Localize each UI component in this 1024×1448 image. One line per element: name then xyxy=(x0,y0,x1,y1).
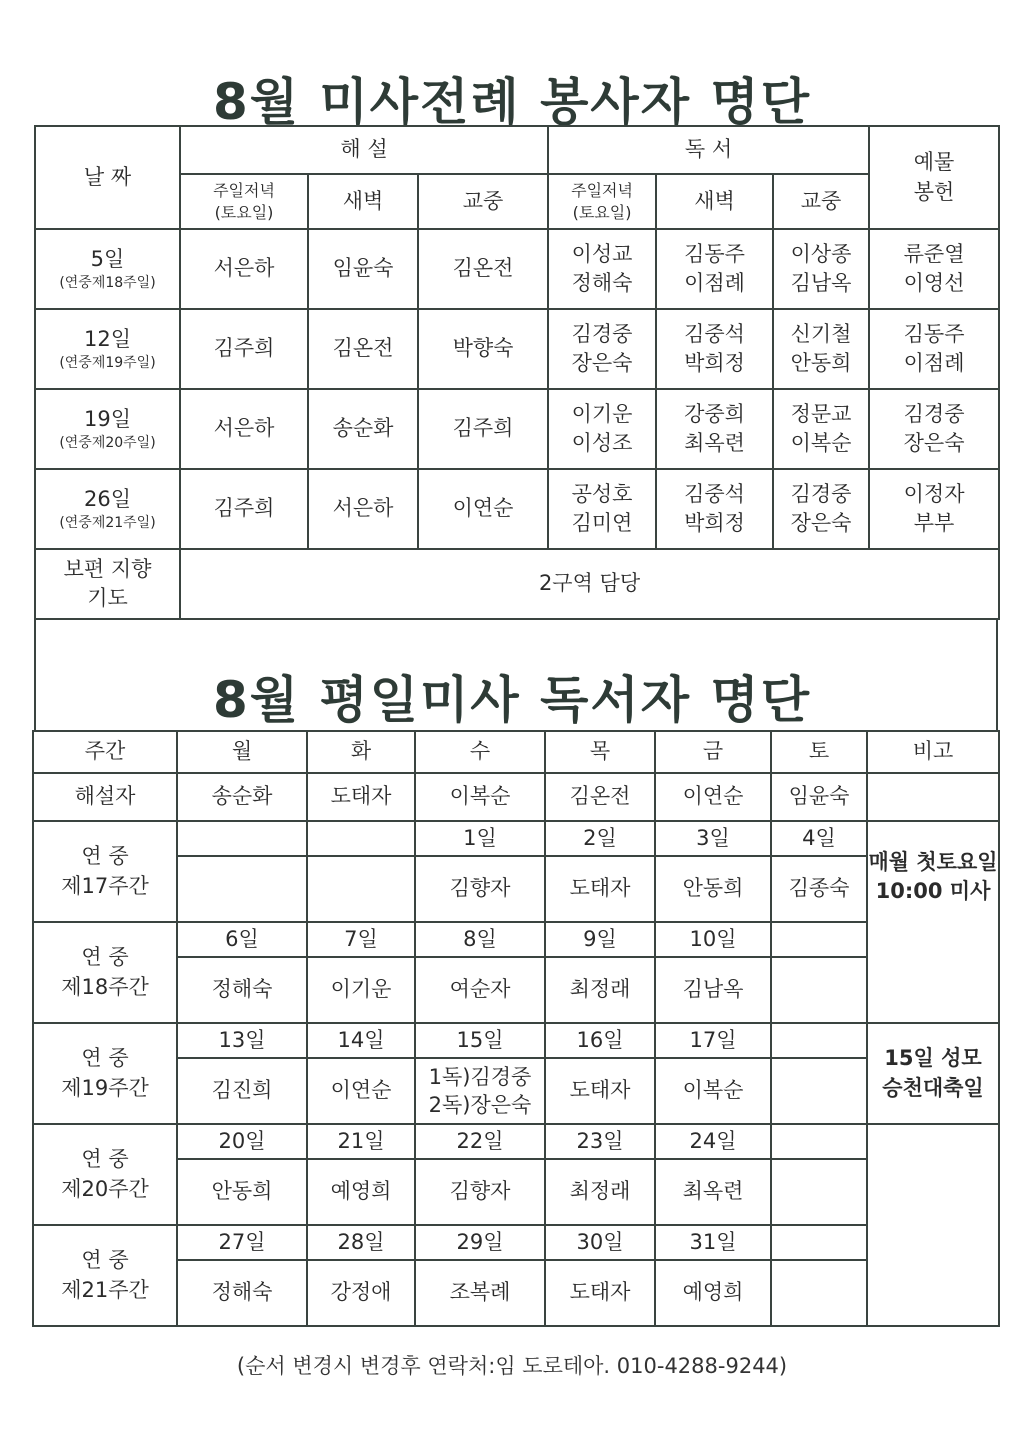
reader-cell: 도태자 xyxy=(545,856,655,922)
reader-row xyxy=(33,957,999,1023)
weekday-reader-table xyxy=(32,730,1000,1327)
date-cell: 29일 xyxy=(415,1225,545,1260)
date-day: 12일 xyxy=(83,326,131,351)
reader-cell: 김향자 xyxy=(415,1159,545,1225)
reader-cell: 정해숙 xyxy=(177,1260,307,1326)
reader-cell: 이복순 xyxy=(655,1058,771,1124)
reader-cell: 1독)김경중 2독)장은숙 xyxy=(415,1058,545,1124)
prayer-label: 보편 지향 기도 xyxy=(35,549,180,619)
reader-cell xyxy=(177,856,307,922)
week-label: 연 중 제18주간 xyxy=(33,922,177,1023)
date-cell: 6일 xyxy=(177,922,307,957)
cell: 서은하 xyxy=(180,389,308,469)
date-row xyxy=(33,1225,999,1260)
header-commentary-school: 교중 xyxy=(418,174,548,229)
cell: 김경중 장은숙 xyxy=(773,469,869,549)
date-cell: 7일 xyxy=(307,922,415,957)
date-cell xyxy=(177,821,307,856)
reader-cell: 안동희 xyxy=(177,1159,307,1225)
date-cell: 8일 xyxy=(415,922,545,957)
week-label: 연 중 제17주간 xyxy=(33,821,177,922)
date-cell: 2일 xyxy=(545,821,655,856)
cell: 김온전 xyxy=(418,229,548,309)
liturgy-schedule-table xyxy=(34,125,1000,620)
cell: 김중석 박희정 xyxy=(656,309,773,389)
page-title: 8월 미사전례 봉사자 명단 xyxy=(212,73,811,131)
reader-cell xyxy=(771,1260,867,1326)
header-commentary: 해 설 xyxy=(180,126,548,174)
header-wed: 수 xyxy=(415,731,545,773)
reader-cell xyxy=(771,957,867,1023)
reader-cell: 정해숙 xyxy=(177,957,307,1023)
prayer-value: 2구역 담당 xyxy=(180,549,999,619)
cell: 김주희 xyxy=(418,389,548,469)
cell: 정문교 이복순 xyxy=(773,389,869,469)
prayer-row xyxy=(35,549,999,619)
date-cell: 30일 xyxy=(545,1225,655,1260)
cell: 류준열 이영선 xyxy=(869,229,999,309)
date-cell: 22일 xyxy=(415,1124,545,1159)
reader-cell: 김향자 xyxy=(415,856,545,922)
reader-cell: 예영희 xyxy=(655,1260,771,1326)
date-cell: 17일 xyxy=(655,1023,771,1058)
reader-cell xyxy=(307,856,415,922)
reader-cell: 도태자 xyxy=(545,1260,655,1326)
reader-cell: 이기운 xyxy=(307,957,415,1023)
date-week: (연중제20주일) xyxy=(59,434,156,451)
reader-cell: 최정래 xyxy=(545,957,655,1023)
date-row xyxy=(33,1023,999,1058)
header-week: 주간 xyxy=(33,731,177,773)
week-label: 연 중 제20주간 xyxy=(33,1124,177,1225)
note-first-saturday: 매월 첫토요일 10:00 미사 xyxy=(867,821,999,1023)
commentator-wed: 이복순 xyxy=(415,773,545,821)
week-label: 연 중 제19주간 xyxy=(33,1023,177,1124)
header-fri: 금 xyxy=(655,731,771,773)
header-sat: 토 xyxy=(771,731,867,773)
date-cell: 3일 xyxy=(655,821,771,856)
commentator-thu: 김온전 xyxy=(545,773,655,821)
reader-cell: 이연순 xyxy=(307,1058,415,1124)
cell: 이상종 김남옥 xyxy=(773,229,869,309)
date-row xyxy=(33,922,999,957)
table-row xyxy=(35,309,999,389)
date-cell: 10일 xyxy=(655,922,771,957)
note-assumption: 15일 성모 승천대축일 xyxy=(867,1023,999,1124)
date-cell: 24일 xyxy=(655,1124,771,1159)
reader-row xyxy=(33,1260,999,1326)
commentator-row xyxy=(33,773,999,821)
cell: 신기철 안동희 xyxy=(773,309,869,389)
date-row xyxy=(33,821,999,856)
reader-row xyxy=(33,1058,999,1124)
cell: 김경중 장은숙 xyxy=(548,309,656,389)
date-cell xyxy=(771,1225,867,1260)
note-empty xyxy=(867,1124,999,1326)
header-reading-school: 교중 xyxy=(773,174,869,229)
cell: 임윤숙 xyxy=(308,229,418,309)
reader-cell: 김진희 xyxy=(177,1058,307,1124)
header-reading-sat: 주일저녁 (토요일) xyxy=(548,174,656,229)
commentator-tue: 도태자 xyxy=(307,773,415,821)
date-week: (연중제19주일) xyxy=(59,354,156,371)
weekday-header-row xyxy=(33,731,999,773)
table-row xyxy=(35,469,999,549)
commentator-label: 해설자 xyxy=(33,773,177,821)
reader-cell: 도태자 xyxy=(545,1058,655,1124)
cell: 김동주 이점례 xyxy=(869,309,999,389)
reader-cell: 조복례 xyxy=(415,1260,545,1326)
table-row xyxy=(35,389,999,469)
cell: 박향숙 xyxy=(418,309,548,389)
date-cell: 16일 xyxy=(545,1023,655,1058)
reader-cell: 강정애 xyxy=(307,1260,415,1326)
table-row xyxy=(35,229,999,309)
date-cell: 9일 xyxy=(545,922,655,957)
reader-cell: 김남옥 xyxy=(655,957,771,1023)
reader-cell: 여순자 xyxy=(415,957,545,1023)
date-day: 5일 xyxy=(90,246,125,271)
reader-cell: 최옥련 xyxy=(655,1159,771,1225)
header-date: 날 짜 xyxy=(35,126,180,229)
cell: 서은하 xyxy=(180,229,308,309)
header-tue: 화 xyxy=(307,731,415,773)
cell: 공성호 김미연 xyxy=(548,469,656,549)
date-cell: 31일 xyxy=(655,1225,771,1260)
reader-cell: 안동희 xyxy=(655,856,771,922)
reader-row xyxy=(33,856,999,922)
cell: 김주희 xyxy=(180,309,308,389)
header-thu: 목 xyxy=(545,731,655,773)
week-label: 연 중 제21주간 xyxy=(33,1225,177,1326)
date-cell xyxy=(771,1124,867,1159)
date-cell: 27일 xyxy=(177,1225,307,1260)
page-title-weekday: 8월 평일미사 독서자 명단 xyxy=(212,671,811,729)
header-reading-dawn: 새벽 xyxy=(656,174,773,229)
cell: 김경중 장은숙 xyxy=(869,389,999,469)
date-cell: 21일 xyxy=(307,1124,415,1159)
date-row xyxy=(33,1124,999,1159)
cell: 이정자 부부 xyxy=(869,469,999,549)
date-cell: 23일 xyxy=(545,1124,655,1159)
commentator-fri: 이연순 xyxy=(655,773,771,821)
cell: 서은하 xyxy=(308,469,418,549)
date-cell: 1일 xyxy=(415,821,545,856)
cell: 김온전 xyxy=(308,309,418,389)
date-cell: 13일 xyxy=(177,1023,307,1058)
date-cell xyxy=(307,821,415,856)
cell: 김동주 이점례 xyxy=(656,229,773,309)
date-week: (연중제21주일) xyxy=(59,514,156,531)
reader-cell: 예영희 xyxy=(307,1159,415,1225)
reader-cell xyxy=(771,1159,867,1225)
date-week: (연중제18주일) xyxy=(59,274,156,291)
commentator-sat: 임윤숙 xyxy=(771,773,867,821)
cell: 이성교 정해숙 xyxy=(548,229,656,309)
commentator-note xyxy=(867,773,999,821)
header-note: 비고 xyxy=(867,731,999,773)
contact-footnote: (순서 변경시 변경후 연락처:임 도로테아. 010-4288-9244) xyxy=(236,1354,788,1378)
date-cell: 15일 xyxy=(415,1023,545,1058)
date-cell: 14일 xyxy=(307,1023,415,1058)
cell: 김주희 xyxy=(180,469,308,549)
header-commentary-sat: 주일저녁 (토요일) xyxy=(180,174,308,229)
date-day: 26일 xyxy=(83,486,131,511)
reader-row xyxy=(33,1159,999,1225)
date-cell xyxy=(771,922,867,957)
header-commentary-dawn: 새벽 xyxy=(308,174,418,229)
date-cell: 20일 xyxy=(177,1124,307,1159)
header-reading: 독 서 xyxy=(548,126,869,174)
reader-cell xyxy=(771,1058,867,1124)
cell: 이기운 이성조 xyxy=(548,389,656,469)
reader-cell: 최정래 xyxy=(545,1159,655,1225)
date-day: 19일 xyxy=(83,406,131,431)
header-mon: 월 xyxy=(177,731,307,773)
header-offering: 예물 봉헌 xyxy=(869,126,999,229)
date-cell: 4일 xyxy=(771,821,867,856)
cell: 강중희 최옥련 xyxy=(656,389,773,469)
date-cell: 28일 xyxy=(307,1225,415,1260)
cell: 김중석 박희정 xyxy=(656,469,773,549)
date-cell xyxy=(771,1023,867,1058)
reader-cell: 김종숙 xyxy=(771,856,867,922)
commentator-mon: 송순화 xyxy=(177,773,307,821)
cell: 이연순 xyxy=(418,469,548,549)
cell: 송순화 xyxy=(308,389,418,469)
